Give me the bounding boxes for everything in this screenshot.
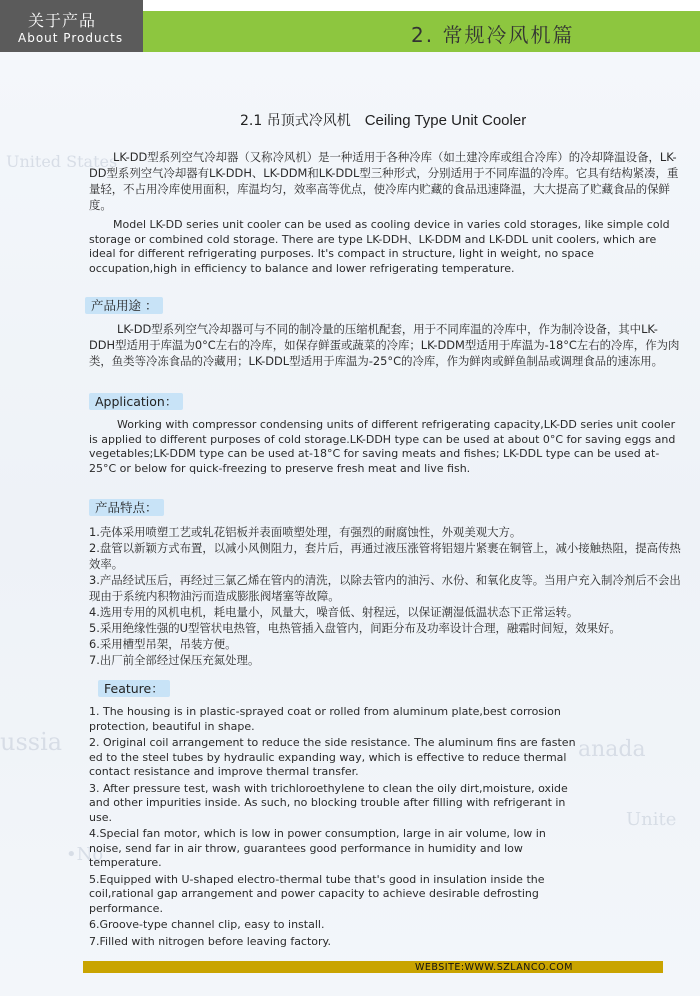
features-list-cn: [89, 524, 683, 668]
feature-en-item: 3. After pressure test, wash with trichloroethylene to clean the oily dirt,moisture, oxide and other impurities inside. As such, no blocking trouble after filling with refrigerant in use.: [89, 781, 568, 824]
watermark-united: Unite: [626, 809, 677, 830]
feature-en-item: 1. The housing is in plastic-sprayed coat or rolled from aluminum plate,best corrosion protection, beautiful in shape.: [89, 705, 561, 733]
usage-label: 产品用途 ：: [85, 297, 163, 314]
chapter-title: 2. 常规冷风机篇: [411, 23, 575, 47]
feature-cn-item: 6.采用槽型吊架，吊装方便。: [89, 637, 237, 651]
feature-cn-item: 5.采用绝缘性强的U型管状电热管，电热管插入盘管内，间距分布及功率设计合理，融霜时间短，效果好。: [89, 621, 621, 635]
application-text: Working with compressor condensing units of different refrigerating capacity,LK-DD series unit cooler is applied to different purposes of cold storage.LK-DDH type can be used at about 0°C for saving eggs and vegetables;LK-DDM type can be used at-18°C for saving meats and fishes; LK-DDL type can be used at-25°C or below for quick-freezing to preserve fresh meat and live fish.: [89, 418, 676, 475]
application-label: Application：: [89, 393, 183, 410]
feature-cn-item: 2.盘管以新颖方式布置，以减小风侧阻力，套片后，再通过液压涨管将铝翅片紧裹在铜管上，减小接触热阻，提高传热效率。: [89, 541, 681, 571]
section-title: [240, 110, 526, 130]
usage-text-cn: LK-DD型系列空气冷却器可与不同的制冷量的压缩机配套，用于不同库温的冷库中，作为制冷设备，其中LK-DDH型适用于库温为0°C左右的冷库，如保存鲜蛋或蔬菜的冷库；LK-DDM型适用于库温为-18°C左右的冷库，作为肉类，鱼类等冷冻食品的冷藏用；LK-DDL型适用于库温为-25°C的冷库，作为鲜肉或鲜鱼制品或调理食品的速冻用。: [89, 322, 680, 368]
intro-en: Model LK-DD series unit cooler can be used as cooling device in varies cold storages, like simple cold storage or combined cold storage. There are type LK-DDH、LK-DDM and LK-DDL unit coolers, which are ideal for different refrigerating purposes. It's compact in structure, light in weight, no space occupation,high in efficiency to balance and lower refrigerating temperature.: [89, 218, 670, 275]
section-title-cn: 2.1 吊顶式冷风机: [240, 113, 351, 129]
chapter-banner: [143, 11, 700, 52]
features-list-en: [89, 705, 579, 949]
feature-en-label: Feature：: [98, 680, 170, 697]
category-tab: [0, 0, 143, 52]
footer-bar: [83, 961, 663, 973]
intro-cn: LK-DD型系列空气冷却器（又称冷风机）是一种适用于各种冷库（如土建冷库或组合冷库）的冷却降温设备，LK-DD型系列空气冷却器有LK-DDH、LK-DDM和LK-DDL型三种形式，分别适用于不同库温的冷库。它具有结构紧凑，重量轻，不占用冷库使用面积，库温均匀，效率高等优点，使冷库内贮藏的食品迅速降温，大大提高了贮藏食品的保鲜度。: [89, 150, 679, 212]
feature-cn-item: 4.选用专用的风机电机，耗电量小，风量大，噪音低、射程远，以保证潮湿低温状态下正常运转。: [89, 605, 579, 619]
feature-en-item: 6.Groove-type channel clip, easy to install.: [89, 918, 325, 931]
feature-en-item: 7.Filled with nitrogen before leaving factory.: [89, 934, 331, 948]
footer-website: WEBSITE:WWW.SZLANCO.COM: [415, 962, 573, 973]
feature-en-item: 2. Original coil arrangement to reduce the side resistance. The aluminum fins are fasten ed to the steel tubes by hydraulic expanding way, which is effective to reduce thermal contact resistance and improve thermal transfer.: [89, 736, 576, 778]
category-title-cn: 关于产品: [28, 11, 97, 30]
feature-cn-item: 3.产品经试压后，再经过三氯乙烯在管内的清洗，以除去管内的油污、水份、和氧化皮等。当用户充入制冷剂后不会出现由于系统内积物油污而造成膨胀阀堵塞等故障。: [89, 573, 681, 603]
feature-en-item: 5.Equipped with U-shaped electro-thermal tube that's good in insulation inside the coil,rational gap arrangement and power capacity to achieve desirable defrosting performance.: [89, 872, 545, 915]
section-title-en: Ceiling Type Unit Cooler: [364, 112, 527, 129]
watermark-canada: anada: [578, 737, 646, 762]
watermark-north: •No: [66, 844, 104, 865]
watermark-united-states: United States: [6, 152, 118, 171]
feature-en-item: 4.Special fan motor, which is low in power consumption, large in air volume, low in noise, send far in air throw, guarantees good performance in humidity and low temperature.: [89, 827, 546, 869]
feature-cn-item: 7.出厂前全部经过保压充氮处理。: [89, 653, 260, 667]
category-title-en: About Products: [18, 31, 124, 45]
feature-cn-item: 1.壳体采用喷塑工艺或轧花铝板并表面喷塑处理，有强烈的耐腐蚀性，外观美观大方。: [89, 525, 522, 539]
features-label: 产品特点：: [89, 499, 164, 516]
watermark-russia: ussia: [0, 728, 63, 756]
